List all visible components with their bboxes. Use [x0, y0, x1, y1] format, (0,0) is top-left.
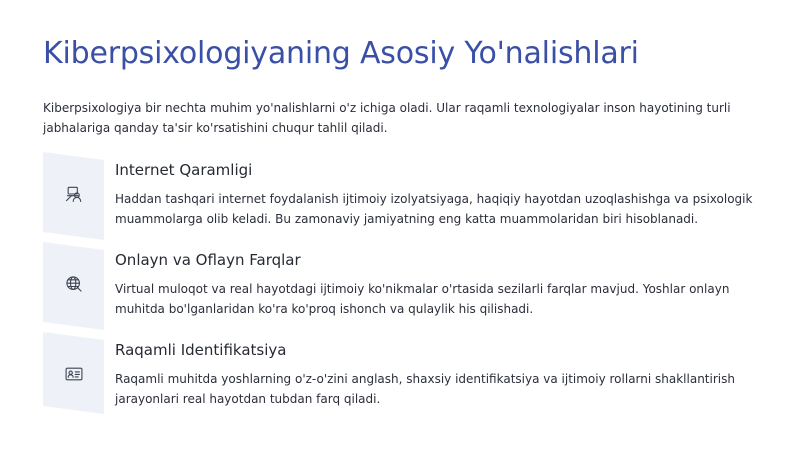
internet-addiction-icon: [63, 183, 84, 204]
topic-item-online-offline: [43, 242, 763, 328]
globe-icon: [63, 273, 84, 294]
topic-title: Onlayn va Oflayn Farqlar: [115, 251, 301, 269]
topic-title: Internet Qaramligi: [115, 161, 253, 179]
topic-description: Virtual muloqot va real hayotdagi ijtimoiy ko'nikmalar o'rtasida sezilarli farqlar mavjud. Yoshlar onlayn muhitda bo'lganlaridan ko'ra ko'proq ishonch va qulaylik his qilishadi.: [115, 282, 730, 316]
topic-item-digital-identity: [43, 332, 763, 418]
topic-description: Haddan tashqari internet foydalanish ijtimoiy izolyatsiyaga, haqiqiy hayotdan uzoqlashishga va psixologik muammolarga olib keladi. Bu zamonaviy jamiyatning eng katta muammolaridan biri hisoblanadi.: [115, 192, 753, 226]
id-card-icon: [63, 363, 84, 384]
topic-title: Raqamli Identifikatsiya: [115, 341, 287, 359]
intro-paragraph: Kiberpsixologiya bir nechta muhim yo'nalishlarni o'z ichiga oladi. Ular raqamli texnologiyalar inson hayotining turli jabhalariga qanday ta'sir ko'rsatishini chuqur tahlil qiladi.: [43, 101, 731, 135]
page-title: Kiberpsixologiyaning Asosiy Yo'nalishlari: [43, 36, 639, 71]
topic-item-internet-addiction: [43, 152, 763, 238]
topic-description: Raqamli muhitda yoshlarning o'z-o'zini anglash, shaxsiy identifikatsiya va ijtimoiy rollarni shakllantirish jarayonlari real hayotdan tubdan farq qiladi.: [115, 372, 735, 406]
